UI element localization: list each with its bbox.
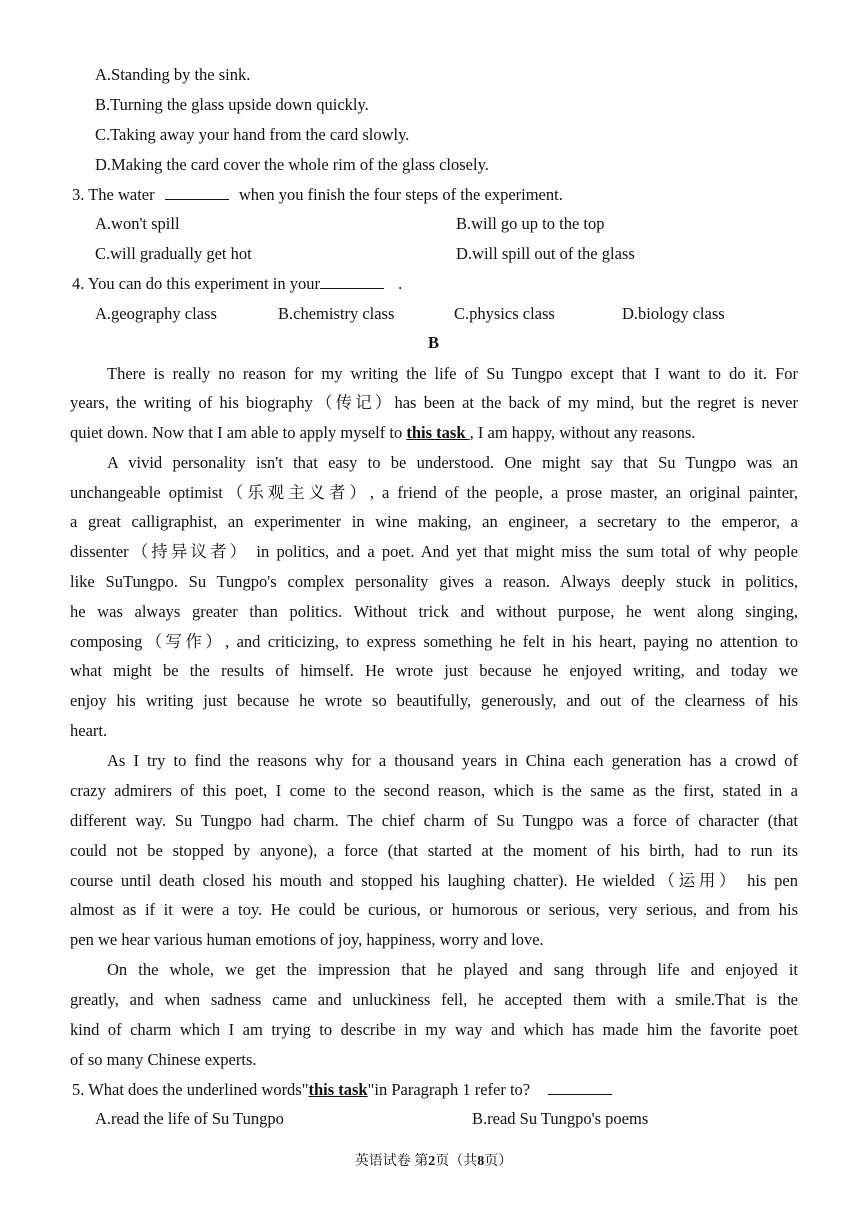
q2-option-b: B.Turning the glass upside down quickly. — [95, 95, 369, 114]
passage-line: heart. — [70, 721, 108, 740]
passage-text: quiet down. Now that I am able to apply myself to — [70, 423, 407, 442]
q5-number: 5. — [72, 1080, 85, 1099]
footer-text: 页（共 — [435, 1154, 478, 1169]
passage-line: could not be stopped by anyone), a force (that started at the moment of his birth, had to run its — [70, 841, 798, 860]
passage-line: pen we hear various human emotions of joy, happiness, worry and love. — [70, 930, 544, 949]
q5-stem-before: What does the underlined words" — [88, 1080, 309, 1099]
footer-text: 页） — [484, 1154, 513, 1169]
passage-line: unchangeable optimist（乐观主义者）, a friend of the people, a prose master, an original painter, — [70, 483, 798, 502]
q3-number: 3. — [72, 185, 85, 204]
passage-line: composing（写作）, and criticizing, to express something he felt in his heart, paying no attention to — [70, 632, 798, 651]
passage-line: like SuTungpo. Su Tungpo's complex personality gives a reason. Always deeply stuck in politics, — [70, 572, 798, 591]
page-footer — [0, 1152, 867, 1172]
passage-text: , I am happy, without any reasons. — [469, 423, 696, 442]
q3-option-d: D.will spill out of the glass — [456, 244, 635, 263]
q4-answer-blank — [320, 274, 384, 289]
footer-total-pages: 8 — [477, 1154, 485, 1169]
q2-option-a: A.Standing by the sink. — [95, 65, 251, 84]
q3-answer-blank — [165, 185, 229, 200]
passage-line: dissenter（持异议者） in politics, and a poet. And yet that might miss the sum total of why people — [70, 542, 798, 561]
q4-stem-before: You can do this experiment in your — [87, 274, 320, 293]
underlined-this-task: this task — [406, 423, 470, 442]
q5-stem-after: "in Paragraph 1 refer to? — [367, 1080, 531, 1099]
section-b-heading: B — [427, 333, 439, 352]
passage-line: he was always greater than politics. Without trick and without purpose, he went along singing, — [70, 602, 798, 621]
q3-stem-after: when you finish the four steps of the experiment. — [238, 185, 563, 204]
passage-line: As I try to find the reasons why for a thousand years in China each generation has a crowd of — [107, 751, 798, 770]
passage-line: years, the writing of his biography（传记）has been at the back of my mind, but the regret is never — [70, 393, 798, 412]
passage-line: crazy admirers of this poet, I come to the second reason, which is the same as the first, stated in a — [70, 781, 798, 800]
q5-option-b: B.read Su Tungpo's poems — [472, 1109, 649, 1128]
q4-option-b: B.chemistry class — [278, 304, 395, 323]
q5-answer-blank — [548, 1080, 612, 1095]
passage-line: kind of charm which I am trying to describe in my way and which has made him the favorite poet — [70, 1020, 798, 1039]
footer-page-number: 2 — [428, 1154, 436, 1169]
q4-option-c: C.physics class — [454, 304, 555, 323]
q4-option-a: A.geography class — [95, 304, 217, 323]
passage-line: There is really no reason for my writing the life of Su Tungpo except that I want to do it. For — [107, 364, 798, 383]
q4-stem — [72, 274, 402, 294]
q3-stem-before: The water — [88, 185, 155, 204]
passage-line — [70, 423, 695, 443]
q2-option-c: C.Taking away your hand from the card slowly. — [95, 125, 410, 144]
q3-option-a: A.won't spill — [95, 214, 180, 233]
q5-stem — [72, 1080, 612, 1100]
q5-underlined-this-task: this task — [308, 1080, 368, 1099]
q3-stem — [72, 185, 563, 205]
passage-line: enjoy his writing just because he wrote so beautifully, generously, and out of the clearness of his — [70, 691, 798, 710]
q3-option-b: B.will go up to the top — [456, 214, 605, 233]
q4-number: 4. — [72, 274, 85, 293]
q3-option-c: C.will gradually get hot — [95, 244, 252, 263]
q5-option-a: A.read the life of Su Tungpo — [95, 1109, 284, 1128]
q2-option-d: D.Making the card cover the whole rim of the glass closely. — [95, 155, 489, 174]
passage-line: what might be the results of himself. He wrote just because he enjoyed writing, and today we — [70, 661, 798, 680]
passage-line: course until death closed his mouth and stopped his laughing chatter). He wielded（运用） his pen — [70, 871, 798, 890]
passage-line: almost as if it were a toy. He could be curious, or humorous or serious, very serious, and from his — [70, 900, 798, 919]
passage-line: A vivid personality isn't that easy to be understood. One might say that Su Tungpo was an — [107, 453, 798, 472]
passage-line: different way. Su Tungpo had charm. The chief charm of Su Tungpo was a force of character (that — [70, 811, 798, 830]
footer-text: 英语试卷 第 — [354, 1154, 429, 1169]
q4-option-d: D.biology class — [622, 304, 725, 323]
passage-line: a great calligraphist, an experimenter in wine making, an engineer, a secretary to the emperor, a — [70, 512, 798, 531]
q4-stem-after: . — [398, 274, 403, 293]
passage-line: greatly, and when sadness came and unluckiness fell, he accepted them with a smile.That is the — [70, 990, 798, 1009]
passage-line: On the whole, we get the impression that he played and sang through life and enjoyed it — [107, 960, 798, 979]
passage-line: of so many Chinese experts. — [70, 1050, 257, 1069]
